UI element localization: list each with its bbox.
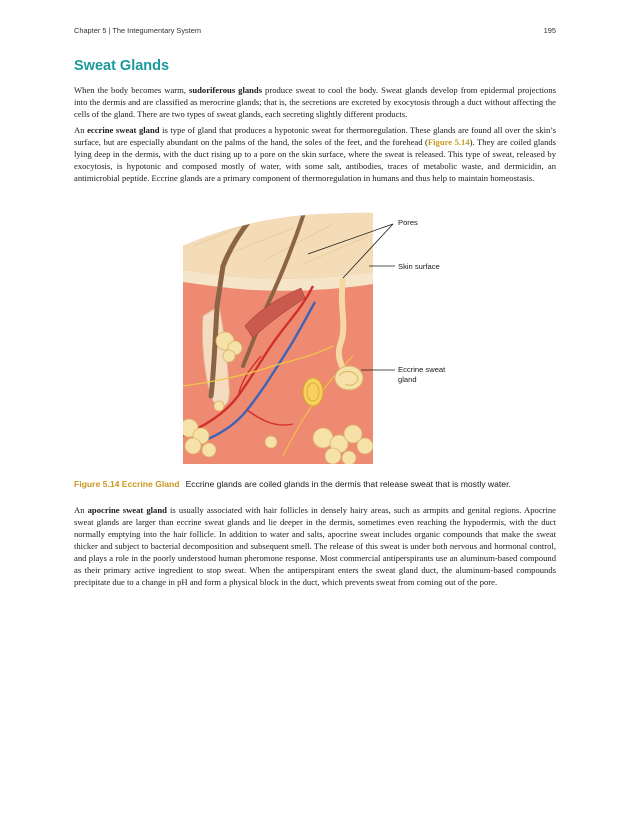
paragraph-eccrine [74,124,556,184]
skin-tissue [183,206,373,464]
figure-caption-text: Eccrine glands are coiled glands in the dermis that release sweat that is mostly water. [185,479,511,489]
hair-tip [253,206,273,216]
term-apocrine-sweat-gland: apocrine sweat gland [87,505,167,515]
eccrine-gland-coil [335,366,363,390]
term-sudoriferous-glands: sudoriferous glands [189,85,263,95]
text-run: produce sweat to cool the body. Sweat glands develop from epidermal projections into the dermis and are classified as merocrine glands; that is, the secretions are excreted by exocytosis through a duct without affecting the cells of the gland. There are two types of sweat glands, each secreting slightly different products. [74,85,556,119]
paragraph-sudoriferous [74,84,556,120]
label-pores: Pores [398,218,418,227]
eccrine-gland-figure [183,206,453,464]
label-eccrine-gland-line2: gland [398,375,417,384]
text-run: is type of gland that produces a hypotonic sweat for thermoregulation. These glands are found all over the skin’s surface, but are especially abundant on the palms of the hand, the soles of the feet, and the forehead ( [74,125,556,147]
section-title: Sweat Glands [74,58,170,74]
text-run: is usually associated with hair follicles in densely hairy areas, such as armpits and genital regions. Apocrine sweat glands are larger than eccrine sweat glands and lie deeper in the dermis, sometimes even reaching the hypodermis, with the duct normally emptying into the hair follicle. In addition to water and salts, apocrine sweat includes organic compounds that make the sweat thicker and subject to bacterial decomposition and subsequent smell. The release of this sweat is under both nervous and hormonal control, and plays a role in the poorly understood human pheromone response. Most commercial antiperspirants use an aluminum-based compound as their primary active ingredient to stop sweat. When the antiperspirant enters the sweat gland duct, the aluminum-based compounds precipitate due to a change in pH and form a physical block in the duct, which prevents sweat from coming out of the pore. [74,505,556,587]
skin-cross-section-illustration [183,206,453,464]
text-run: An [74,505,88,515]
label-eccrine-gland-line1: Eccrine sweat [398,365,446,374]
epidermis [183,206,373,279]
label-skin-surface: Skin surface [398,262,440,271]
text-run: When the body becomes warm, [74,85,189,95]
text-run: ). They are coiled glands lying deep in the dermis, with the duct rising up to a pore on the skin surface, where the sweat is released. This type of sweat, released by exocytosis, is hypotonic and composed mostly of water, with some salt, antibodies, traces of metabolic waste, and dermicidin, an antimicrobial peptide. Eccrine glands are a primary component of thermoregulation in humans and thus help to maintain homeostasis. [74,137,557,183]
paragraph-apocrine [74,504,556,588]
chapter-title: Chapter 5 | The Integumentary System [74,26,202,35]
term-eccrine-sweat-gland: eccrine sweat gland [87,125,160,135]
figure-reference-link[interactable]: Figure 5.14 [427,137,470,147]
figure-caption [74,479,556,489]
page-number: 195 [543,26,556,35]
figure-caption-label: Figure 5.14 Eccrine Gland [74,479,180,489]
text-run: An [74,125,88,135]
pacinian-corpuscle [303,378,323,406]
